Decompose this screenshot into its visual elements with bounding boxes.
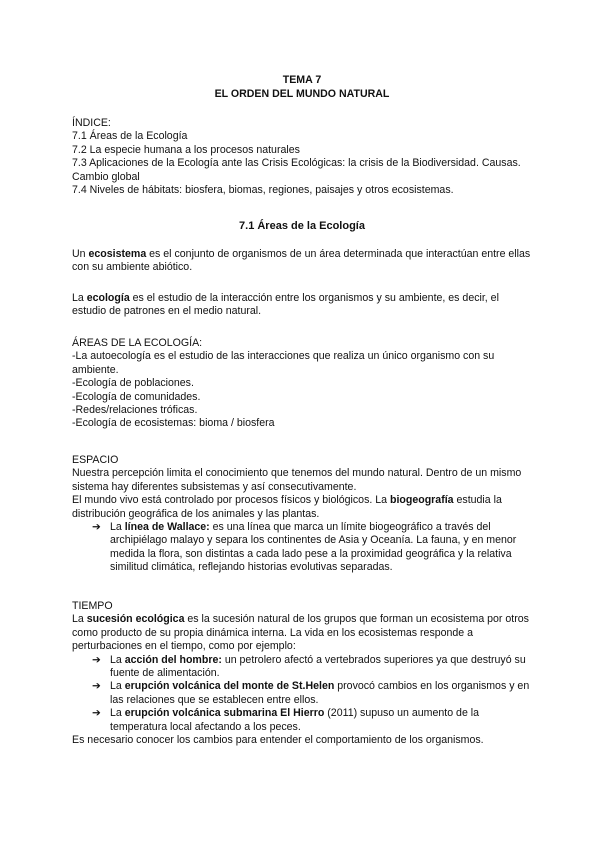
text-run: es una línea que marca un límite biogeográfico a través del archipiélago malayo y separa los continentes de Asia y Oceanía. La fauna, y en menor medida la flora, son distintas a cada lado pese a la proximidad geográfica y la relativa similitud climática, reflejando historias evolutivas separadas.: [110, 521, 517, 574]
areas-item: -Ecología de ecosistemas: bioma / biosfera: [72, 417, 275, 430]
section-title: 7.1 Áreas de la Ecología: [239, 220, 365, 232]
text-run: (2011) supuso un aumento de la temperatura local afectando a los peces.: [110, 707, 480, 733]
text-run: provocó cambios en los organismos y en las relaciones que se establecen entre ellos.: [110, 680, 530, 706]
text-run: La: [110, 680, 125, 693]
arrow-icon: ➔: [92, 653, 101, 666]
list-item: [92, 521, 532, 575]
areas-section: [72, 337, 532, 431]
areas-item: -La autoecología es el estudio de las interacciones que realiza un único organismo con su ambiente.: [72, 350, 495, 376]
espacio-section: [72, 454, 532, 575]
index-item: 7.4 Niveles de hábitats: biosfera, biomas, regiones, paisajes y otros ecosistemas.: [72, 184, 454, 197]
arrow-icon: ➔: [92, 521, 101, 534]
text-run: La: [72, 292, 87, 304]
areas-item: -Redes/relaciones tróficas.: [72, 404, 198, 417]
tiempo-closing: Es necesario conocer los cambios para entender el comportamiento de los organismos.: [72, 734, 484, 747]
term-ecosistema: ecosistema: [88, 248, 147, 260]
text-run: La: [110, 707, 125, 720]
index-item: 7.3 Aplicaciones de la Ecología ante las Crisis Ecológicas: la crisis de la Biodiversidad. Causas. Cambio global: [72, 157, 521, 183]
text-run: Un: [72, 248, 89, 260]
tema-label: TEMA 7: [282, 74, 322, 86]
text-run: estudia la distribución geográfica de los animales y las plantas.: [72, 494, 502, 520]
list-item: [92, 680, 532, 707]
document-title: EL ORDEN DEL MUNDO NATURAL: [214, 88, 390, 100]
text-run: La: [110, 521, 125, 534]
text-run: El mundo vivo está controlado por procesos físicos y biológicos. La: [72, 494, 390, 507]
text-run: un petrolero afectó a vertebrados superiores ya que destruyó su fuente de alimentación.: [110, 653, 526, 680]
ecosistema-paragraph: [72, 248, 532, 275]
index-item: 7.2 La especie humana a los procesos naturales: [72, 143, 300, 156]
text-run: es el conjunto de organismos de un área determinada que interactúan entre ellas con su ambiente abiótico.: [72, 248, 531, 274]
areas-label: ÁREAS DE LA ECOLOGÍA:: [72, 337, 203, 349]
index-label: ÍNDICE:: [72, 117, 111, 129]
areas-item: -Ecología de comunidades.: [72, 390, 201, 403]
espacio-bullets: [72, 521, 532, 575]
text-run: La: [72, 613, 87, 626]
text-run: es el estudio de la interacción entre los organismos y su ambiente, es decir, el estudio de patrones en el medio natural.: [72, 292, 499, 318]
ecologia-paragraph: [72, 292, 532, 319]
term-el-hierro: erupción volcánica submarina El Hierro: [124, 707, 325, 720]
espacio-paragraph-1: Nuestra percepción limita el conocimiento que tenemos del mundo natural. Dentro de un mismo sistema hay diferentes subsistemas y así consecutivamente.: [72, 467, 522, 493]
espacio-paragraph-2: [72, 494, 532, 521]
document-header: [72, 74, 532, 102]
list-item: [92, 654, 532, 681]
list-item: [92, 707, 532, 734]
text-run: La: [110, 653, 125, 666]
term-sucesion: sucesión ecológica: [86, 613, 185, 626]
arrow-icon: ➔: [92, 707, 101, 720]
tiempo-paragraph: [72, 613, 532, 653]
index-item: 7.1 Áreas de la Ecología: [72, 130, 188, 143]
text-run: es la sucesión natural de los grupos que forman un ecosistema por otros como producto de su propia dinámica interna. La vida en los ecosistemas responde a perturbaciones en el tiempo, como por ejemplo:: [72, 613, 529, 653]
tiempo-bullets: [72, 654, 532, 734]
term-st-helen: erupción volcánica del monte de St.Helen: [124, 680, 335, 693]
tiempo-section: [72, 600, 532, 747]
arrow-icon: ➔: [92, 680, 101, 693]
tiempo-label: TIEMPO: [72, 600, 113, 612]
term-biogeografia: biogeografía: [389, 494, 454, 507]
areas-item: -Ecología de poblaciones.: [72, 377, 194, 390]
term-accion-hombre: acción del hombre:: [124, 653, 222, 666]
index-section: [72, 117, 532, 197]
term-wallace: línea de Wallace:: [124, 521, 210, 534]
term-ecologia: ecología: [86, 292, 130, 304]
espacio-label: ESPACIO: [72, 454, 119, 466]
